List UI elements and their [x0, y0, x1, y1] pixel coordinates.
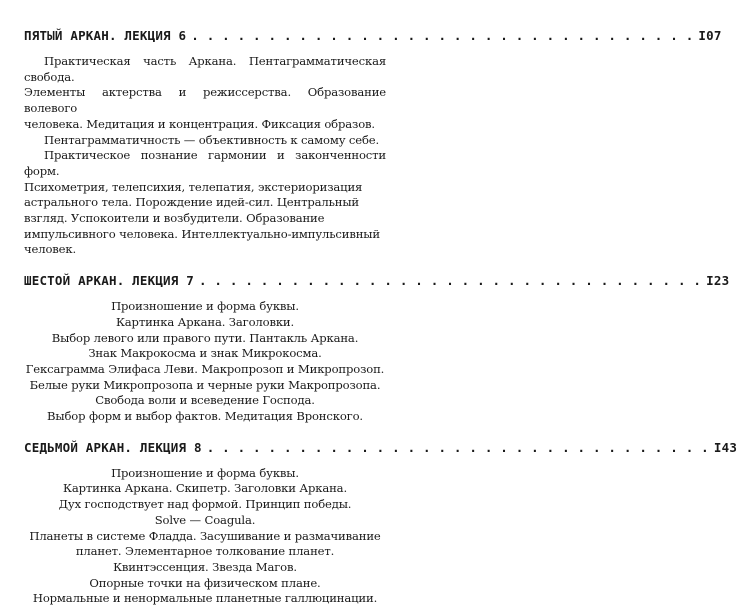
section-description — [24, 299, 386, 425]
section-title: ШЕСТОЙ АРКАН. ЛЕКЦИЯ 7 — [24, 273, 194, 289]
text-line: Планеты в системе Фладда. Засушивание и размачивание — [29, 528, 381, 543]
text-line: Картинка Аркана. Заголовки. — [115, 314, 295, 329]
text-line: Выбор форм и выбор фактов. Медитация Вронского. — [47, 409, 363, 424]
section-page-number: I23 — [706, 273, 730, 289]
text-line: Дух господствует над формой. Принцип победы. — [58, 497, 352, 512]
section-heading[interactable] — [24, 439, 737, 460]
text-line: Белые руки Микропрозопа и черные руки Макропрозопа. — [29, 377, 381, 392]
toc-section-7 — [24, 439, 737, 607]
text-line: человека. Медитация и концентрация. Фиксация образов. — [24, 116, 375, 131]
text-line: Solve — Coagula. — [154, 512, 256, 527]
leader-dots: . . . . . . . . . . . . . . . . . . . . . . . . . . . . . . . . . — [206, 439, 709, 455]
text-line: человек. — [24, 242, 76, 257]
text-line: астрального тела. Порождение идей-сил. Центральный — [24, 195, 359, 210]
text-line: Произношение и форма буквы. — [111, 299, 299, 314]
text-line: взгляд. Успокоители и возбудители. Образование — [24, 211, 325, 226]
toc-section-6 — [24, 273, 730, 425]
section-title: ПЯТЫЙ АРКАН. ЛЕКЦИЯ 6 — [24, 28, 187, 43]
section-description — [24, 54, 386, 258]
text-line: Свобода воли и всеведение Господа. — [95, 393, 315, 408]
text-line: Пентаграмматичность — объективность к самому себе. — [44, 132, 380, 147]
text-line: Квинтэссенция. Звезда Магов. — [113, 559, 297, 574]
text-line: Нормальные и ненормальные планетные галлюцинации. — [32, 591, 378, 606]
text-line: планет. Элементарное толкование планет. — [75, 544, 335, 559]
text-line: импульсивного человека. Интеллектуально-импульсивный — [24, 226, 380, 241]
section-heading[interactable] — [24, 28, 722, 48]
section-description — [24, 466, 386, 607]
section-title: СЕДЬМОЙ АРКАН. ЛЕКЦИЯ 8 — [24, 439, 202, 455]
text-line: Картинка Аркана. Скипетр. Заголовки Аркана. — [63, 481, 347, 496]
text-line: Произношение и форма буквы. — [111, 465, 299, 480]
section-heading[interactable] — [24, 273, 730, 293]
text-line: Практическая часть Аркана. Пентаграмматическая свобода. — [24, 54, 386, 84]
text-line: Опорные точки на физическом плане. — [89, 575, 321, 590]
text-line: Практическое познание гармонии и законченности форм. — [24, 148, 386, 178]
text-line: Психометрия, телепсихия, телепатия, экстериоризация — [24, 179, 363, 194]
leader-dots: . . . . . . . . . . . . . . . . . . . . . . . . . . . . . . . . . — [198, 273, 702, 289]
text-line: Знак Макрокосма и знак Микрокосма. — [88, 346, 322, 361]
text-line: Элементы актерства и режиссерства. Образование волевого — [24, 85, 386, 116]
text-line: Выбор левого или правого пути. Пантакль Аркана. — [51, 330, 359, 345]
section-page-number: I07 — [698, 28, 722, 43]
leader-dots: . . . . . . . . . . . . . . . . . . . . . . . . . . . . . . . . . — [191, 28, 694, 43]
section-page-number: I43 — [713, 439, 737, 455]
toc-section-5 — [24, 28, 722, 258]
text-line: Гексаграмма Элифаса Леви. Макропрозоп и Микропрозоп. — [25, 361, 385, 376]
